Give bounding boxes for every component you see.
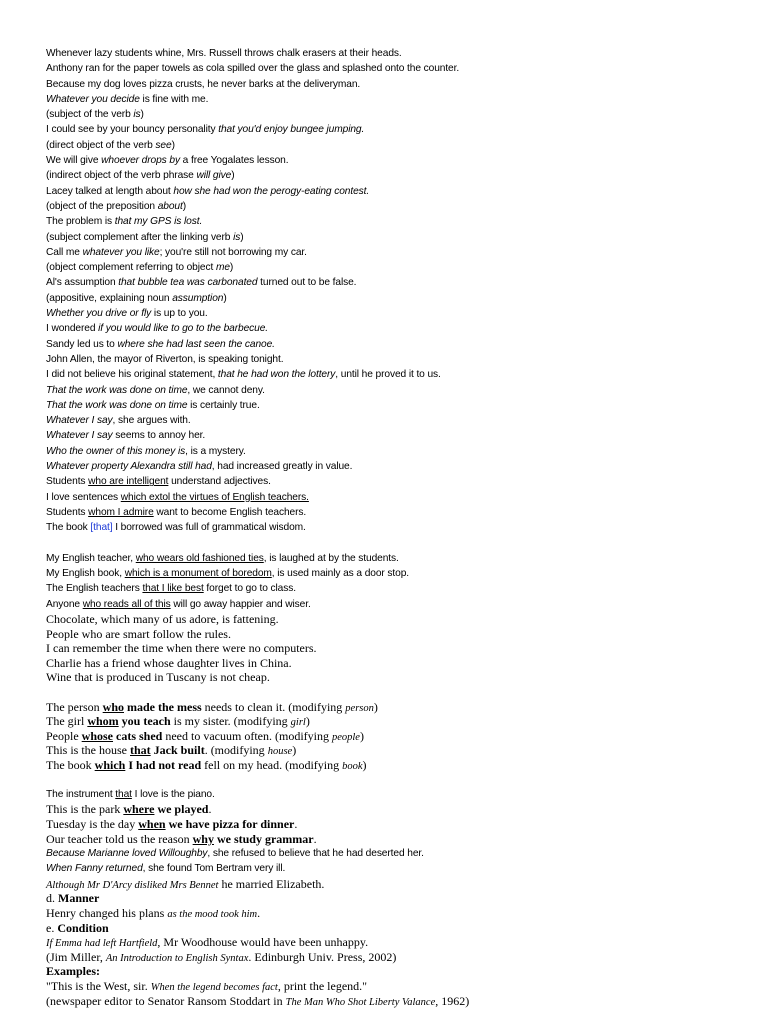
text-run: is fine with me.: [139, 93, 209, 105]
text-run: The instrument: [46, 789, 116, 801]
text-run: Whatever I say: [46, 430, 113, 442]
text-line: [46, 352, 746, 367]
text-run: understand adjectives.: [168, 476, 271, 488]
text-line: [46, 817, 746, 832]
text-line: [46, 168, 746, 183]
text-run: .: [208, 802, 212, 817]
paragraph-gap: [46, 773, 746, 788]
text-run: Whatever property Alexandra still had: [46, 461, 212, 473]
text-run: Students: [46, 476, 89, 488]
document-body: [46, 46, 746, 1008]
text-run: book: [342, 760, 363, 772]
text-run: Henry changed his plans: [46, 905, 168, 920]
text-run: (Jim Miller,: [46, 949, 106, 964]
text-line: [46, 398, 746, 413]
text-line: [46, 337, 746, 352]
text-line: [46, 641, 746, 656]
text-run: made the mess: [124, 699, 202, 714]
text-run: I could see by your bouncy personality: [46, 124, 219, 136]
text-run: ): [305, 714, 310, 729]
text-line: [46, 700, 746, 715]
text-run: Students: [46, 506, 89, 518]
paragraph-gap: [46, 536, 746, 551]
text-line: [46, 46, 746, 61]
text-run: ): [171, 139, 175, 151]
text-run: Whether you drive or fly: [46, 308, 152, 320]
text-run: forget to go to class.: [203, 583, 296, 595]
text-run: ): [229, 262, 234, 274]
text-run: that I like best: [142, 583, 204, 595]
text-line: [46, 627, 746, 642]
text-line: [46, 729, 746, 744]
text-run: Wine that is produced in Tuscany is not cheap.: [46, 670, 270, 685]
text-run: fell on my head. (modifying: [201, 757, 343, 772]
text-run: about: [157, 200, 183, 212]
text-line: [46, 107, 746, 122]
text-run: Our teacher told us the reason: [46, 831, 193, 846]
text-run: we have pizza for dinner: [165, 817, 295, 831]
text-line: [46, 979, 746, 994]
text-line: [46, 444, 746, 459]
text-run: whose: [81, 728, 114, 743]
text-run: ): [223, 292, 227, 304]
text-line: [46, 321, 746, 336]
text-run: The problem is: [46, 216, 115, 228]
text-run: people: [331, 731, 360, 743]
text-run: ): [231, 170, 235, 182]
text-run: , she refused to believe that he had deserted her.: [207, 848, 424, 860]
text-run: needs to clean it. (modifying: [201, 699, 346, 714]
text-run: When the legend becomes fact: [150, 981, 278, 993]
text-line: [46, 260, 746, 275]
text-run: (appositive, explaining noun: [46, 292, 173, 304]
text-run: girl: [290, 717, 306, 729]
text-run: The book: [46, 757, 95, 772]
text-run: The book: [46, 522, 91, 534]
text-run: (object complement referring to object: [46, 262, 216, 274]
text-run: This is the park: [46, 802, 124, 817]
text-run: ): [362, 757, 367, 772]
text-run: , we cannot deny.: [187, 384, 265, 396]
text-run: is: [233, 231, 241, 243]
text-line: [46, 891, 746, 906]
text-line: [46, 758, 746, 773]
text-line: [46, 877, 746, 892]
text-run: why: [192, 831, 214, 846]
text-run: I love is the piano.: [131, 789, 215, 801]
text-run: ): [240, 231, 244, 243]
text-run: a free Yogalates lesson.: [179, 155, 289, 167]
text-line: [46, 935, 746, 950]
text-line: [46, 92, 746, 107]
text-line: [46, 581, 746, 596]
text-run: as the mood took him: [167, 908, 258, 920]
text-run: which extol the virtues of English teachers.: [120, 491, 309, 503]
text-line: [46, 950, 746, 965]
text-run: (subject complement after the linking verb: [46, 231, 234, 243]
text-run: Whatever I say: [46, 415, 113, 427]
text-line: [46, 612, 746, 627]
text-run: assumption: [172, 292, 224, 304]
text-line: [46, 214, 746, 229]
text-run: Anthony ran for the paper towels as cola spilled over the glass and splashed onto the counter.: [46, 63, 460, 75]
text-run: (subject of the verb: [46, 109, 134, 121]
text-run: we study grammar: [213, 831, 314, 846]
text-run: Anyone: [46, 598, 83, 610]
text-run: Although Mr D'Arcy disliked Mrs Bennet: [46, 879, 219, 891]
text-line: [46, 787, 746, 802]
text-run: This is the house: [46, 743, 130, 758]
text-run: will go away happier and wiser.: [170, 598, 311, 610]
text-run: seems to annoy her.: [112, 430, 206, 442]
text-run: . Edinburgh Univ. Press, 2002): [248, 949, 397, 964]
text-run: , until he proved it to us.: [335, 369, 441, 381]
text-run: need to vacuum often. (modifying: [162, 728, 332, 743]
text-line: [46, 291, 746, 306]
text-run: Whenever lazy students whine, Mrs. Russell throws chalk erasers at their heads.: [46, 48, 402, 59]
text-line: [46, 520, 746, 535]
text-run: , is used mainly as a door stop.: [271, 568, 410, 580]
text-line: [46, 861, 746, 876]
text-run: Condition: [57, 920, 109, 935]
text-run: where: [123, 802, 155, 817]
text-run: My English book,: [46, 568, 125, 580]
text-line: [46, 428, 746, 443]
text-run: , 1962): [435, 993, 470, 1008]
text-run: is certainly true.: [187, 399, 260, 411]
text-run: how she had won the perogy-eating contest.: [173, 185, 370, 197]
text-run: that you'd enjoy bungee jumping.: [218, 124, 365, 136]
text-run: Tuesday is the day: [46, 817, 139, 831]
text-run: that: [115, 789, 132, 801]
text-run: People who are smart follow the rules.: [46, 626, 231, 641]
text-run: we played: [154, 802, 209, 817]
text-run: will give: [196, 170, 232, 182]
text-run: who wears old fashioned ties: [135, 552, 264, 564]
text-run: ): [292, 743, 297, 758]
text-line: [46, 199, 746, 214]
text-run: Because Marianne loved Willoughby: [46, 848, 208, 860]
text-line: [46, 656, 746, 671]
text-run: That the work was done on time: [46, 384, 188, 396]
text-run: An Introduction to English Syntax: [105, 952, 249, 964]
text-run: cats shed: [113, 728, 163, 743]
text-run: that he had won the lottery: [217, 369, 336, 381]
text-run: Manner: [58, 891, 100, 906]
text-run: , Mr Woodhouse would have been unhappy.: [157, 935, 369, 950]
text-run: that bubble tea was carbonated: [118, 277, 258, 289]
text-run: When Fanny returned: [46, 863, 143, 875]
text-run: .: [313, 831, 317, 846]
text-run: ): [359, 728, 364, 743]
text-line: [46, 184, 746, 199]
text-run: .: [294, 817, 298, 831]
text-run: d.: [46, 891, 58, 906]
text-line: [46, 367, 746, 382]
text-run: People: [46, 728, 82, 743]
text-run: I did not believe his original statement,: [46, 369, 218, 381]
text-line: [46, 921, 746, 936]
text-line: [46, 802, 746, 817]
text-run: he married Elizabeth.: [218, 876, 325, 891]
text-run: Who the owner of this money is: [46, 445, 186, 457]
text-run: which is a monument of boredom: [124, 568, 272, 580]
text-line: [46, 275, 746, 290]
text-run: Call me: [46, 246, 83, 258]
text-run: Examples:: [46, 964, 100, 979]
text-run: who are intelligent: [88, 476, 169, 488]
text-run: We will give: [46, 155, 102, 167]
text-run: , she found Tom Bertram very ill.: [142, 863, 286, 875]
text-line: [46, 122, 746, 137]
text-run: , print the legend.": [277, 978, 368, 993]
text-run: house: [267, 746, 293, 758]
text-run: [that]: [90, 522, 113, 534]
text-run: ): [373, 699, 378, 714]
text-run: who reads all of this: [82, 598, 171, 610]
text-line: [46, 61, 746, 76]
text-line: [46, 743, 746, 758]
text-run: whatever you like: [82, 246, 160, 258]
text-line: [46, 413, 746, 428]
text-line: [46, 383, 746, 398]
text-line: [46, 77, 746, 92]
text-line: [46, 994, 746, 1009]
text-run: I can remember the time when there were no computers.: [46, 641, 317, 656]
text-run: .: [257, 905, 261, 920]
text-run: I borrowed was full of grammatical wisdom.: [112, 522, 306, 534]
text-run: which: [94, 757, 126, 772]
text-run: , had increased greatly in value.: [211, 461, 353, 473]
text-run: whom: [87, 714, 119, 729]
text-line: [46, 490, 746, 505]
text-line: [46, 597, 746, 612]
text-run: Lacey talked at length about: [46, 185, 174, 197]
text-run: , is a mystery.: [185, 445, 246, 457]
paragraph-gap: [46, 685, 746, 700]
text-run: turned out to be false.: [257, 277, 357, 289]
text-line: [46, 714, 746, 729]
text-run: , she argues with.: [112, 415, 191, 427]
text-run: when: [138, 817, 166, 831]
text-line: [46, 832, 746, 847]
text-line: [46, 306, 746, 321]
text-run: I wondered: [46, 323, 99, 335]
text-line: [46, 245, 746, 260]
text-run: if you would like to go to the barbecue.: [98, 323, 269, 335]
text-line: [46, 964, 746, 979]
text-line: [46, 153, 746, 168]
text-run: who: [102, 699, 124, 714]
text-run: I love sentences: [46, 491, 121, 503]
text-run: whom I admire: [88, 506, 154, 518]
text-run: If Emma had left Hartfield: [46, 938, 158, 950]
text-line: [46, 551, 746, 566]
text-run: Jack built: [150, 743, 205, 758]
text-run: Whatever you decide: [46, 93, 140, 105]
text-run: (indirect object of the verb phrase: [46, 170, 197, 182]
text-run: want to become English teachers.: [153, 506, 307, 518]
text-run: Sandy led us to: [46, 338, 118, 350]
text-line: [46, 566, 746, 581]
text-line: [46, 906, 746, 921]
text-run: me: [215, 262, 230, 274]
text-run: that: [130, 743, 151, 758]
text-run: ): [140, 109, 144, 121]
text-line: [46, 230, 746, 245]
text-run: That the work was done on time: [46, 399, 188, 411]
text-run: you teach: [118, 714, 171, 729]
text-line: [46, 459, 746, 474]
text-run: "This is the West, sir.: [46, 978, 151, 993]
text-run: The English teachers: [46, 583, 143, 595]
text-run: is up to you.: [151, 308, 208, 320]
text-run: is my sister. (modifying: [170, 714, 291, 729]
text-run: The girl: [46, 714, 88, 729]
text-run: Chocolate, which many of us adore, is fattening.: [46, 611, 279, 626]
text-run: Al's assumption: [46, 277, 119, 289]
text-line: [46, 846, 746, 861]
text-run: ; you're still not borrowing my car.: [159, 246, 307, 258]
text-run: see: [155, 139, 172, 151]
text-run: that my GPS is lost.: [114, 216, 203, 228]
text-line: [46, 138, 746, 153]
text-run: I had not read: [125, 757, 202, 772]
text-line: [46, 474, 746, 489]
text-run: . (modifying: [204, 743, 268, 758]
text-run: (newspaper editor to Senator Ransom Stoddart in: [46, 993, 286, 1008]
text-run: My English teacher,: [46, 552, 136, 564]
text-run: e.: [46, 920, 58, 935]
text-run: (direct object of the verb: [46, 139, 156, 151]
text-line: [46, 670, 746, 685]
text-run: whoever drops by: [101, 155, 180, 167]
text-run: (object of the preposition: [46, 200, 158, 212]
text-run: where she had last seen the canoe.: [117, 338, 275, 350]
text-run: The person: [46, 699, 103, 714]
text-run: Charlie has a friend whose daughter lives in China.: [46, 655, 292, 670]
text-run: ): [182, 200, 186, 212]
text-run: Because my dog loves pizza crusts, he never barks at the deliveryman.: [46, 78, 361, 90]
text-run: , is laughed at by the students.: [263, 552, 399, 564]
text-run: John Allen, the mayor of Riverton, is speaking tonight.: [46, 353, 284, 365]
text-run: The Man Who Shot Liberty Valance: [285, 996, 436, 1008]
text-run: is: [133, 109, 141, 121]
text-line: [46, 505, 746, 520]
text-run: person: [345, 702, 374, 714]
